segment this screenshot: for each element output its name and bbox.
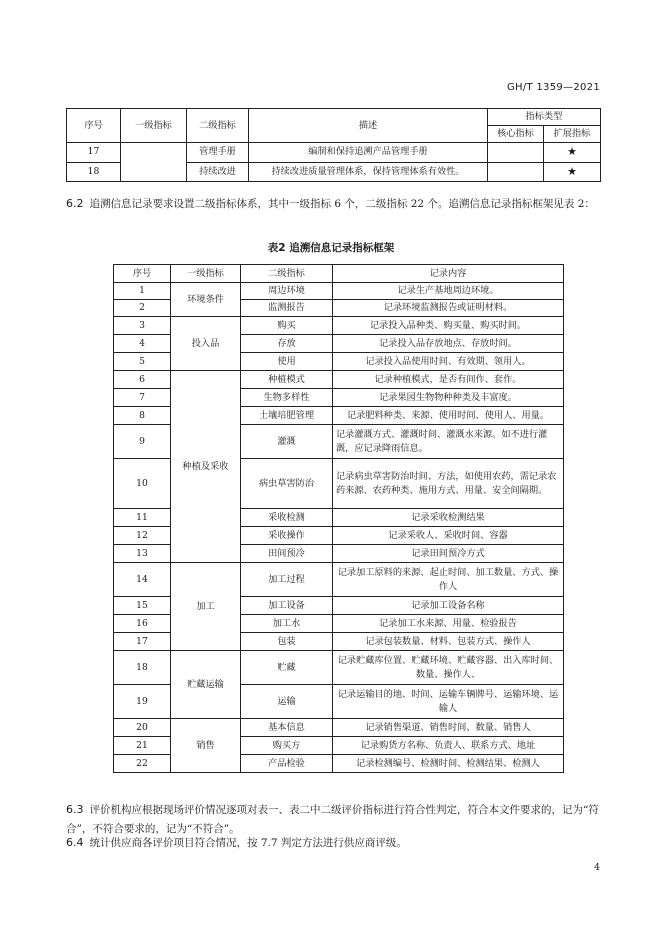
row-seq: 8: [114, 407, 171, 425]
row-level2: 使用: [241, 353, 333, 371]
row-seq: 3: [114, 317, 171, 335]
header-core: 核心指标: [488, 126, 544, 143]
row-seq: 14: [114, 563, 171, 597]
row-level2: 贮藏: [241, 651, 333, 685]
header-level1: 一级指标: [121, 109, 187, 143]
row-level2: 采收操作: [241, 527, 333, 545]
section-6-4: [66, 833, 600, 853]
traceability-record-table: [113, 264, 564, 773]
row-seq: 13: [114, 545, 171, 563]
header-content: 记录内容: [333, 265, 564, 283]
header-seq: 序号: [114, 265, 171, 283]
row-content: 记录运输目的地、时间、运输车辆牌号、运输环境、运输人: [333, 685, 564, 719]
header-desc: 描述: [249, 109, 488, 143]
row-seq: 7: [114, 389, 171, 407]
row-content: 记录投入品种类、购买量、购买时间。: [333, 317, 564, 335]
row-seq: 22: [114, 755, 171, 773]
group-label: 投入品: [171, 317, 241, 371]
row-level2: 采收检测: [241, 509, 333, 527]
document-code: GH/T 1359—2021: [506, 82, 600, 93]
table-row: [67, 143, 601, 163]
header-ext: 扩展指标: [544, 126, 601, 143]
row-level2: 基本信息: [241, 719, 333, 737]
row-content: 记录检测编号、检测时间、检测结果、检测人: [333, 755, 564, 773]
row-level2: 生物多样性: [241, 389, 333, 407]
section-number: 6.4: [66, 836, 84, 849]
row-level2: 田间预冷: [241, 545, 333, 563]
row-level2: 持续改进: [187, 162, 249, 182]
row-level2: 周边环境: [241, 283, 333, 300]
row-content: 记录灌溉方式、灌溉时间、灌溉水来源。如不进行灌溉，应记录降雨信息。: [333, 425, 564, 459]
row-content: 记录采收检测结果: [333, 509, 564, 527]
row-content: 记录田间预冷方式: [333, 545, 564, 563]
section-text: 统计供应商各评价项目符合情况，按 7.7 判定方法进行供应商评级。: [89, 837, 407, 849]
group-label: 销售: [171, 719, 241, 773]
page-number: 4: [593, 862, 600, 873]
header-level1: 一级指标: [171, 265, 241, 283]
row-seq: 6: [114, 371, 171, 389]
evaluation-index-table-continued: [66, 108, 601, 182]
row-core: [488, 162, 544, 182]
table-row: [114, 371, 564, 389]
group-label: 环境条件: [171, 283, 241, 317]
group-label: 贮藏运输: [171, 651, 241, 719]
row-seq: 5: [114, 353, 171, 371]
row-level2: 加工设备: [241, 597, 333, 615]
row-seq: 18: [114, 651, 171, 685]
row-level2: 购买: [241, 317, 333, 335]
table-row: [114, 317, 564, 335]
table2-caption: 表2 追溯信息记录指标框架: [267, 242, 395, 254]
group-label: 加工: [171, 563, 241, 651]
row-content: 记录种植模式，是否有间作、套作。: [333, 371, 564, 389]
row-seq: 11: [114, 509, 171, 527]
section-number: 6.3: [66, 803, 84, 816]
row-level2: 种植模式: [241, 371, 333, 389]
row-content: 记录加工设备名称: [333, 597, 564, 615]
header-seq: 序号: [67, 109, 121, 143]
row-content: 记录生产基地周边环境。: [333, 283, 564, 300]
row-seq: 10: [114, 459, 171, 509]
row-seq: 2: [114, 300, 171, 317]
row-level1-empty: [121, 143, 187, 182]
row-content: 记录加工水来源、用量、检验报告: [333, 615, 564, 633]
section-number: 6.2: [66, 197, 84, 210]
row-content: 记录果园生物物种种类及丰富度。: [333, 389, 564, 407]
row-seq: 18: [67, 162, 121, 182]
row-level2: 管理手册: [187, 143, 249, 163]
row-desc: 编制和保持追溯产品管理手册: [249, 143, 488, 163]
row-seq: 20: [114, 719, 171, 737]
row-seq: 12: [114, 527, 171, 545]
row-seq: 15: [114, 597, 171, 615]
row-seq: 17: [67, 143, 121, 163]
row-seq: 21: [114, 737, 171, 755]
row-level2: 病虫草害防治: [241, 459, 333, 509]
table-row: [114, 719, 564, 737]
row-level2: 加工过程: [241, 563, 333, 597]
table-row: [114, 563, 564, 597]
row-content: 记录病虫草害防治时间、方法，如使用农药，需记录农药来源、农药种类、施用方式、用量、安全间隔期。: [333, 459, 564, 509]
row-level2: 包装: [241, 633, 333, 651]
row-level2: 购买方: [241, 737, 333, 755]
row-content: 记录采收人、采收时间、容器: [333, 527, 564, 545]
row-seq: 1: [114, 283, 171, 300]
row-content: 记录加工原料的来源、起止时间、加工数量、方式、操作人: [333, 563, 564, 597]
row-level2: 运输: [241, 685, 333, 719]
row-content: 记录贮藏库位置、贮藏环境、贮藏容器、出入库时间、数量、操作人、: [333, 651, 564, 685]
row-level2: 灌溉: [241, 425, 333, 459]
row-content: 记录购货方名称、负责人、联系方式、地址: [333, 737, 564, 755]
row-level2: 监测报告: [241, 300, 333, 317]
table-row: [114, 651, 564, 685]
row-level2: 加工水: [241, 615, 333, 633]
row-content: 记录环境监测报告或证明材料。: [333, 300, 564, 317]
row-level2: 产品检验: [241, 755, 333, 773]
row-core: [488, 143, 544, 163]
section-text: 评价机构应根据现场评价情况逐项对表一、表二中二级评价指标进行符合性判定，符合本文件要求的，记为“符合”，不符合要求的，记为“不符合”。: [66, 804, 599, 835]
header-level2: 二级指标: [241, 265, 333, 283]
group-label: 种植及采收: [171, 371, 241, 563]
row-content: 记录销售渠道、销售时间、数量、销售人: [333, 719, 564, 737]
row-seq: 17: [114, 633, 171, 651]
header-type: 指标类型: [488, 109, 601, 126]
star-icon: ★: [544, 162, 601, 182]
row-level2: 土壤培肥管理: [241, 407, 333, 425]
star-icon: ★: [544, 143, 601, 163]
row-seq: 9: [114, 425, 171, 459]
row-content: 记录投入品使用时间、有效期、领用人。: [333, 353, 564, 371]
section-text: 追溯信息记录要求设置二级指标体系，其中一级指标 6 个，二级指标 22 个。追溯信息记录指标框架见表 2：: [89, 198, 595, 210]
row-seq: 16: [114, 615, 171, 633]
header-level2: 二级指标: [187, 109, 249, 143]
row-seq: 19: [114, 685, 171, 719]
section-6-2: [66, 194, 600, 214]
row-content: 记录包装数量、材料、包装方式、操作人: [333, 633, 564, 651]
row-content: 记录肥料种类、来源、使用时间、使用人、用量。: [333, 407, 564, 425]
row-seq: 4: [114, 335, 171, 353]
row-content: 记录投入品存放地点、存放时间。: [333, 335, 564, 353]
row-desc: 持续改进质量管理体系，保持管理体系有效性。: [249, 162, 488, 182]
table-row: [114, 283, 564, 300]
row-level2: 存放: [241, 335, 333, 353]
